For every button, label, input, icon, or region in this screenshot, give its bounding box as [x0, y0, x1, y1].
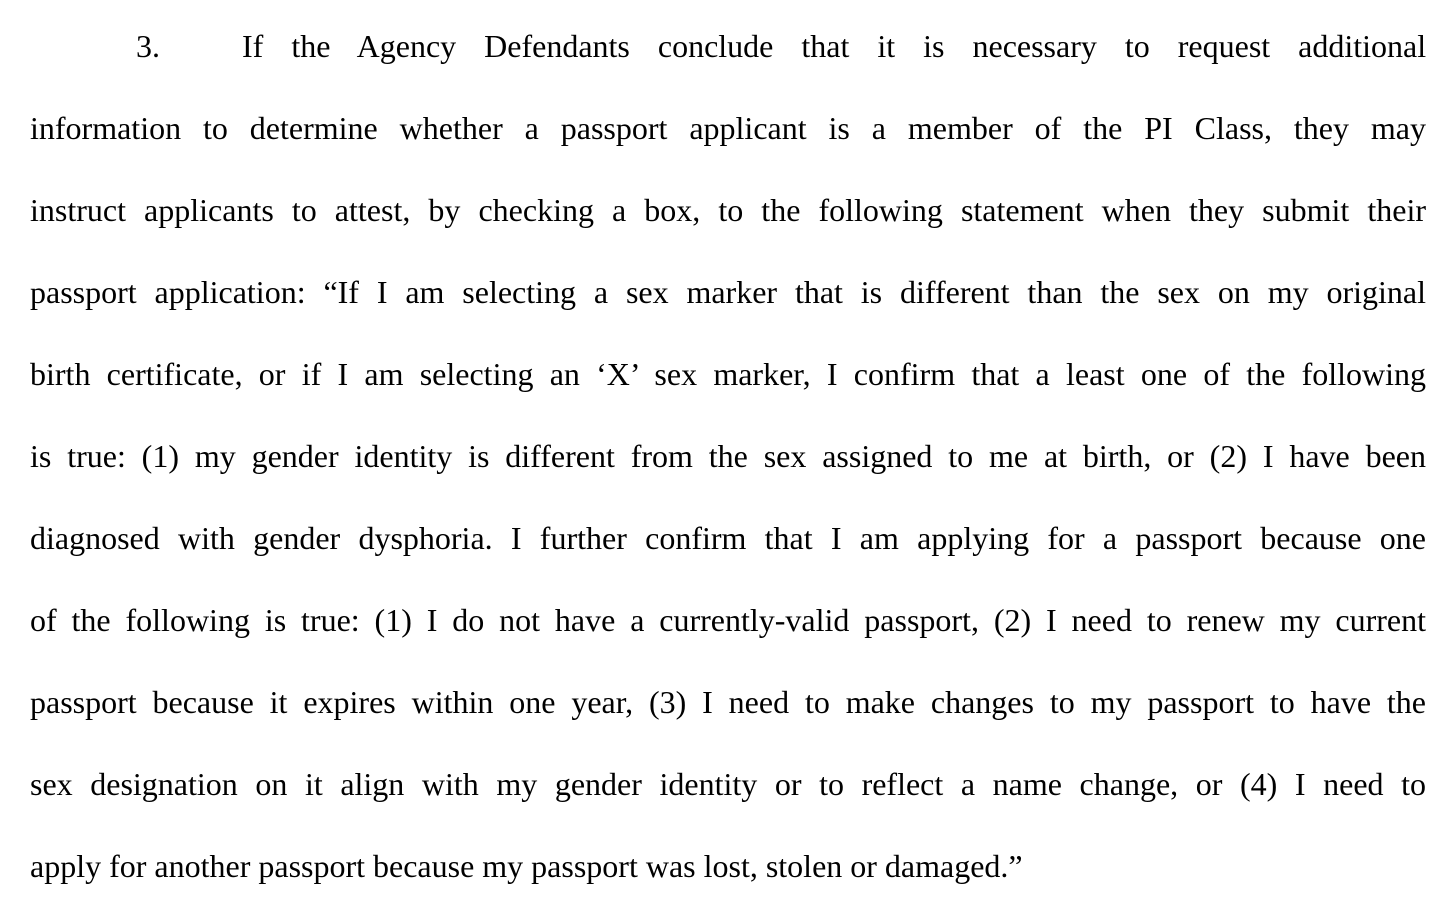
paragraph-line-1 [136, 24, 1426, 68]
paragraph-line-7: diagnosed with gender dysphoria. I further confirm that I am applying for a passport because one [30, 520, 1426, 556]
paragraph-line-9: passport because it expires within one year, (3) I need to make changes to my passport to have the [30, 684, 1426, 720]
paragraph-line-10: sex designation on it align with my gender identity or to reflect a name change, or (4) I need to [30, 766, 1426, 802]
paragraph-line-5: birth certificate, or if I am selecting an ‘X’ sex marker, I confirm that a least one of the following [30, 356, 1426, 392]
paragraph-line-4: passport application: “If I am selecting a sex marker that is different than the sex on my original [30, 274, 1426, 310]
paragraph-line-8: of the following is true: (1) I do not have a currently-valid passport, (2) I need to renew my current [30, 602, 1426, 638]
document-page [30, 0, 1426, 922]
paragraph-line-6: is true: (1) my gender identity is different from the sex assigned to me at birth, or (2) I have been [30, 438, 1426, 474]
paragraph-line-11: apply for another passport because my passport was lost, stolen or damaged.” [30, 848, 1023, 884]
paragraph-line-3: instruct applicants to attest, by checking a box, to the following statement when they submit their [30, 192, 1426, 228]
paragraph-number: 3. [136, 28, 160, 64]
paragraph-line-1-text: If the Agency Defendants conclude that it is necessary to request additional [242, 28, 1427, 64]
paragraph-line-2: information to determine whether a passport applicant is a member of the PI Class, they may [30, 110, 1426, 146]
